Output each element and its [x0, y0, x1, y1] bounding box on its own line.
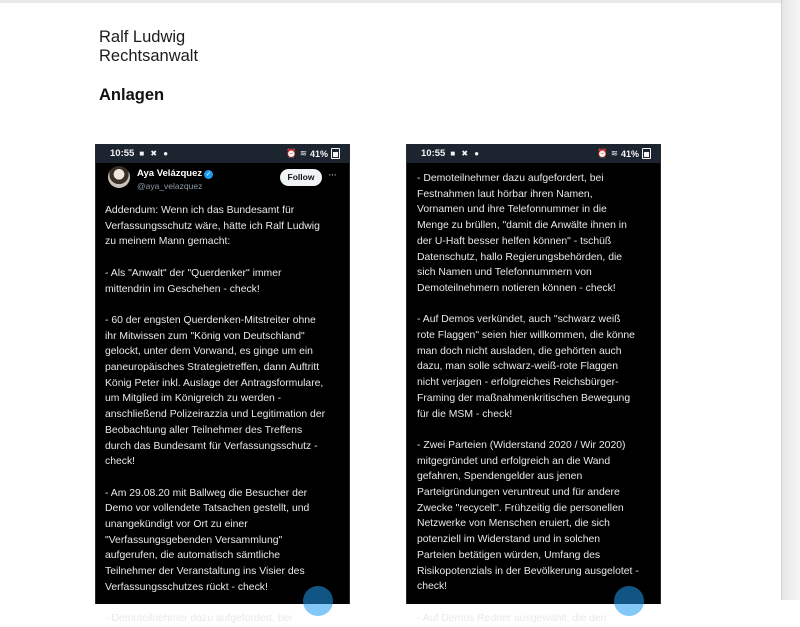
- letterhead: [99, 28, 198, 66]
- battery-icon: [331, 148, 340, 159]
- status-time: 10:55: [110, 148, 135, 159]
- notification-icons: ■ ✖ ●: [139, 149, 171, 158]
- author-handle[interactable]: @aya_velazquez: [137, 181, 203, 191]
- wifi-icon: ≋: [299, 148, 307, 158]
- tweet-header: [96, 163, 349, 197]
- battery-icon: [642, 148, 651, 159]
- status-bar: [407, 144, 660, 163]
- screenshot-2: [406, 144, 661, 624]
- tweet-text-continued: - Demoteilnehmer dazu aufgefordert, bei Festnahmen laut hörbar ihren Namen, Vornamen und ihre Telefonnummer in die Menge zu brüllen, "damit die Anwälte ihnen in der U-Haft besser helfen können" - tschüß Datenschutz, hallo Regierungsbehörden, die sich Namen und Telefonnummern von Demoteilnehmern notieren können - check! - Auf Demos verkündet, auch "schwarz weiß rote Flaggen" seien hier willkommen, die könne man doch nicht ausladen, die gehörten auch dazu, man solle schwarz-weiß-rote Flaggen nicht verjagen - erfolgreiches Reichsbürger- Framing der maßnahmenkritischen Bewegung für die MSM - check! - Zwei Parteien (Widerstand 2020 / Wir 2020) mitgegründet und erfolgreich an die Wand gefahren, Spendengelder aus jenen Parteigründungen veruntreut und für andere Zwecke "recycelt". Frühzeitig die personellen Netzwerke von Menschen eruiert, die sich potenziell im Widerstand und in solchen Parteien betätigen würden, Umfang des Risikopotenzials in der Bevölkerung ausgelotet - check! - Auf Demos Redner ausgewählt, die den: [417, 173, 639, 624]
- battery-percent: 41%: [309, 148, 328, 159]
- lawyer-name: Ralf Ludwig: [99, 28, 186, 46]
- alarm-icon: ⏰: [597, 148, 608, 158]
- avatar[interactable]: [108, 166, 130, 188]
- section-title: Anlagen: [99, 86, 165, 104]
- compose-fab[interactable]: [303, 586, 333, 616]
- lawyer-title: Rechtsanwalt: [99, 47, 199, 65]
- battery-percent: 41%: [620, 148, 639, 159]
- notification-icons: ■ ✖ ●: [450, 149, 482, 158]
- follow-button[interactable]: Follow: [280, 169, 322, 186]
- wifi-icon: ≋: [610, 148, 618, 158]
- tweet-text: Addendum: Wenn ich das Bundesamt für Verfassungsschutz wäre, hätte ich Ralf Ludwig zu meinem Mann gemacht: - Als "Anwalt" der "Querdenker" immer mittendrin im Geschehen - check! - 60 der engsten Querdenken-Mitstreiter ohne ihr Mitwissen zum "König von Deutschland" gelockt, unter dem Vorwand, es ginge um ein paneuropäisches Strategietreffen, dann Auftritt König Peter inkl. Auslage der Antragsformulare, um Mitglied im Königreich zu werden - anschließend Polizeirazzia und Legitimation der Beobachtung aller Teilnehmer des Treffens durch das Bundesamt für Verfassungsschutz - check! - Am 29.08.20 mit Ballweg die Besucher der Demo vor vollendete Tatsachen gestellt, und unangekündigt vor Ort zu einer "Verfassungsgebenden Versammlung" aufgerufen, die automatisch sämtliche Teilnehmer der Veranstaltung ins Visier des Verfassungsschutzes rückt - check! - Demoteilnehmer dazu aufgefordert, bei: [105, 205, 326, 625]
- verified-icon: ✓: [205, 171, 212, 178]
- author-name-row[interactable]: [137, 168, 213, 179]
- page-edge: [781, 0, 800, 600]
- compose-fab[interactable]: [614, 586, 644, 616]
- author-name: Aya Velázquez: [137, 168, 203, 179]
- alarm-icon: ⏰: [286, 148, 297, 158]
- status-bar: [96, 144, 349, 163]
- more-icon[interactable]: ···: [328, 169, 336, 181]
- status-time: 10:55: [421, 148, 446, 159]
- page-top-edge: [0, 0, 800, 3]
- screenshot-1: [95, 144, 350, 625]
